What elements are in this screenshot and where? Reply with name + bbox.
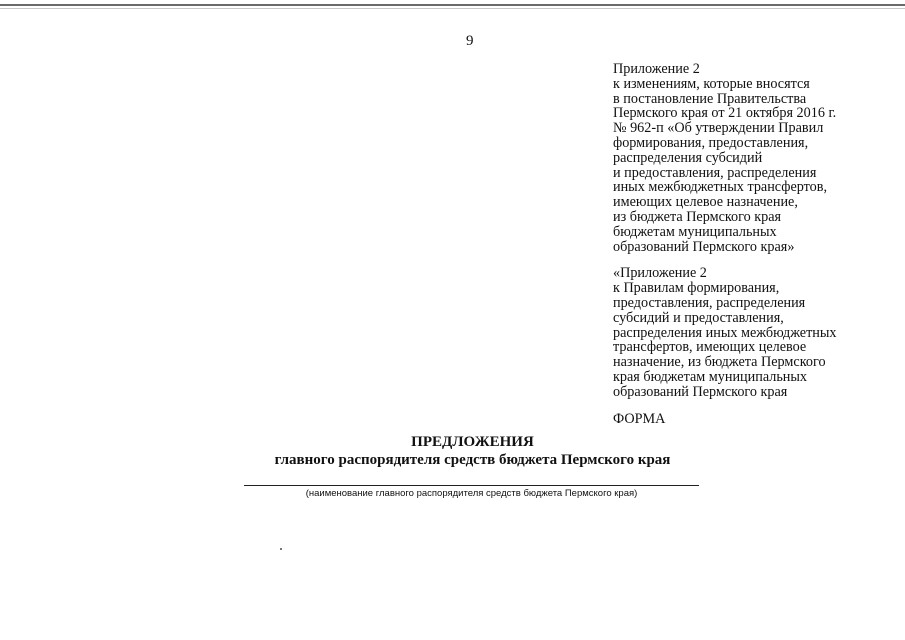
appendix-change-line: распределения субсидий [613, 149, 763, 166]
document-title [0, 433, 905, 469]
appendix-rules-line: края бюджетам муниципальных [613, 368, 808, 385]
appendix-change-line: к изменениям, которые вносятся [613, 75, 810, 92]
paragraph-gap [613, 400, 903, 412]
appendix-change-line: и предоставления, распределения [613, 164, 817, 181]
appendix-change-line: Приложение 2 [613, 61, 700, 77]
appendix-change-line: иных межбюджетных трансфертов, [613, 179, 828, 196]
scan-speck [280, 548, 282, 550]
appendix-change-line: формирования, предоставления, [613, 134, 809, 151]
appendix-rules-line: распределения иных межбюджетных [613, 324, 837, 341]
name-caption: (наименование главного распорядителя средств бюджета Пермского края) [305, 488, 638, 499]
appendix-change-line: образований Пермского края» [613, 238, 795, 255]
form-label: ФОРМА [613, 410, 666, 427]
appendix-rules-line: субсидий и предоставления, [613, 309, 784, 326]
appendix-block [613, 62, 903, 426]
appendix-change-line: из бюджета Пермского края [613, 208, 782, 225]
scan-top-edge-shadow [0, 8, 905, 9]
appendix-rules-line: трансфертов, имеющих целевое [613, 339, 807, 356]
appendix-change-line: в постановление Правительства [613, 90, 807, 107]
appendix-rules-line: образований Пермского края [613, 383, 788, 400]
title-subheading: главного распорядителя средств бюджета Пермского края [274, 452, 671, 468]
name-underline [244, 485, 699, 486]
appendix-change-line: бюджетам муниципальных [613, 223, 777, 240]
appendix-rules-line: предоставления, распределения [613, 294, 806, 311]
appendix-rules-line: назначение, из бюджета Пермского [613, 354, 826, 371]
scan-top-edge [0, 4, 905, 6]
page-number: 9 [466, 33, 474, 49]
appendix-rules-line: к Правилам формирования, [613, 280, 780, 297]
title-heading: ПРЕДЛОЖЕНИЯ [411, 434, 534, 450]
appendix-change-line: имеющих целевое назначение, [613, 194, 798, 211]
appendix-change-line: № 962-п «Об утверждении Правил [613, 120, 824, 137]
appendix-change-line: Пермского края от 21 октября 2016 г. [613, 105, 837, 122]
appendix-rules-line: «Приложение 2 [613, 265, 707, 282]
